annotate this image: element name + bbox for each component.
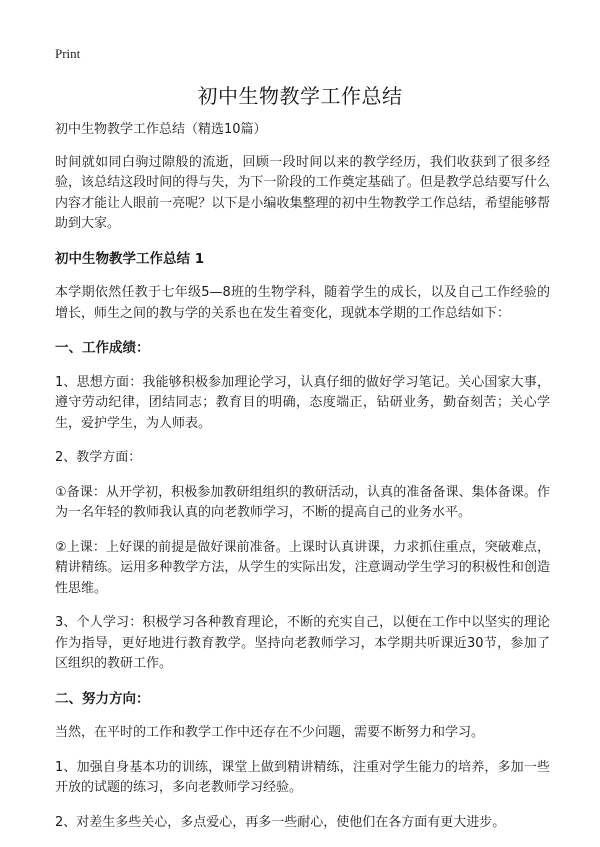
direction-item-2: 2、对差生多些关心，多点爱心，再多一些耐心，使他们在各方面有更大进步。 [55,814,506,830]
article-subtitle: 初中生物教学工作总结（精选10篇） [55,122,267,137]
thought-paragraph: 1、思想方面：我能够积极参加理论学习，认真仔细的做好学习笔记。关心国家大事，遵守劳动纪律，团结同志；教育目的明确，态度端正，钻研业务，勤奋刻苦；关心学生，爱护学生，为人师表。 [55,374,550,431]
class-paragraph: ②上课：上好课的前提是做好课前准备。上课时认真讲课，力求抓住重点，突破难点，精讲精练。运用多种教学方法，从学生的实际出发，注意调动学生学习的积极性和创造性思维。 [55,539,550,596]
article-body [55,120,550,847]
direction-heading: 二、努力方向： [55,690,150,707]
teaching-paragraph: 2、教学方面： [55,450,142,465]
section1-intro-paragraph: 本学期依然任教于七年级5—8班的生物学科，随着学生的成长，以及自己工作经验的增长，师生之间的教与学的关系也在发生着变化，现就本学期的工作总结如下： [55,285,550,321]
direction-intro-paragraph: 当然，在平时的工作和教学工作中还存在不少问题，需要不断努力和学习。 [55,725,485,740]
print-link[interactable]: Print [55,46,81,61]
prep-paragraph: ①备课：从开学初，积极参加教研组组织的教研活动，认真的准备备课、集体备课。作为一名年轻的教师我认真的向老教师学习，不断的提高自己的业务水平。 [55,484,550,520]
achievements-heading: 一、工作成绩： [55,340,150,356]
direction-item-1: 1、加强自身基本功的训练，课堂上做到精讲精练，注重对学生能力的培养，多加一些开放的试题的练习，多向老教师学习经验。 [55,759,550,795]
section-heading-1: 初中生物教学工作总结 1 [55,250,205,267]
page-title: 初中生物教学工作总结 [197,84,403,108]
study-paragraph: 3、个人学习：积极学习各种教育理论，不断的充实自己，以便在工作中以坚实的理论作为指导，更好地进行教育教学。坚持向老教师学习，本学期共听课近30节，参加了区组织的教研工作。 [55,615,550,671]
intro-paragraph: 时间就如同白驹过隙般的流逝，回顾一段时间以来的教学经历，我们收获到了很多经验，该总结这段时间的得与失，为下一阶段的工作奠定基础了。但是教学总结要写什么内容才能让人眼前一亮呢？以下是小编收集整理的初中生物教学工作总结，希望能够帮助到大家。 [55,154,550,231]
